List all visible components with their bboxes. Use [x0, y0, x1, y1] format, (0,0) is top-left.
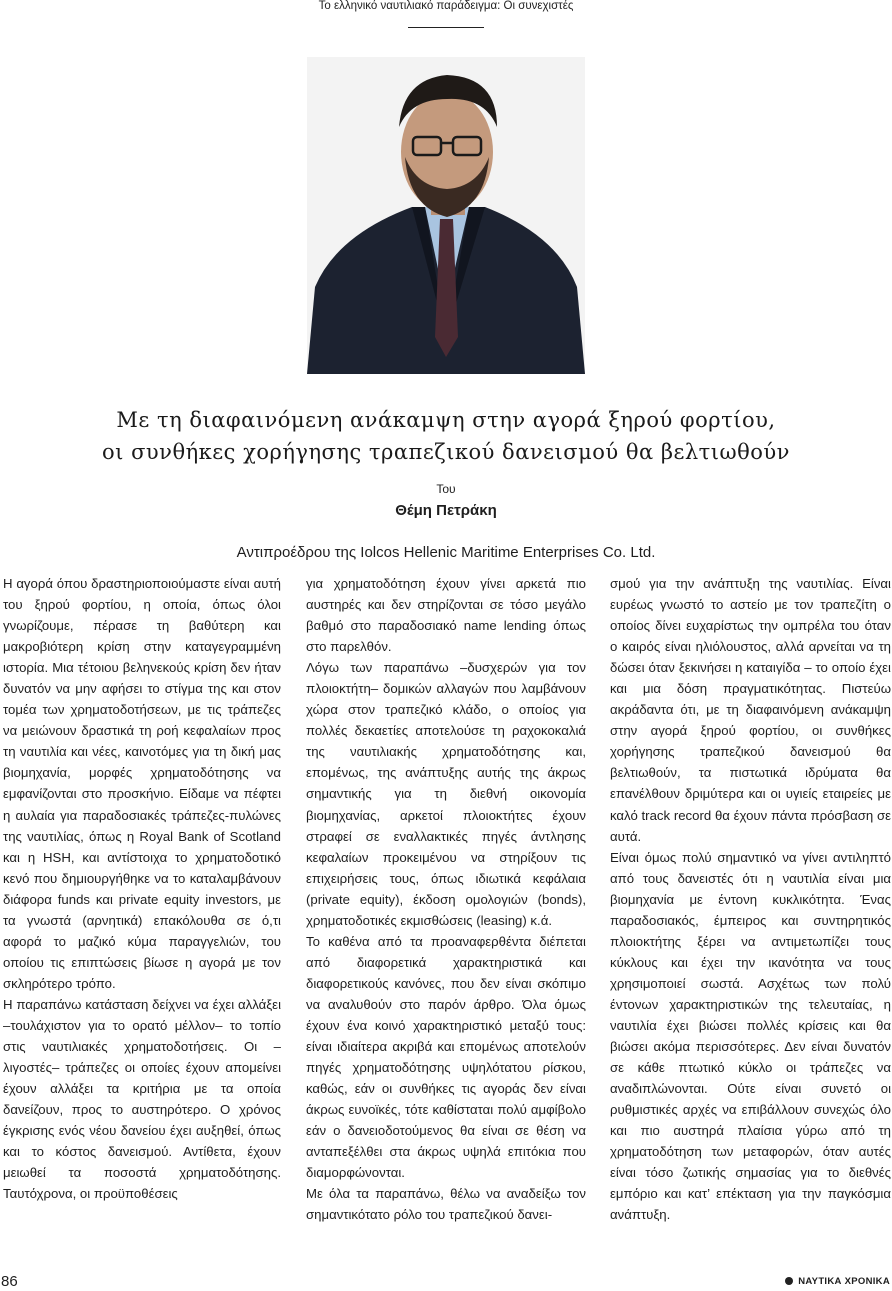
author-role: Αντιπροέδρου της Iolcos Hellenic Maritime Enterprises Co. Ltd.: [236, 544, 656, 561]
running-header: Το ελληνικό ναυτιλιακό παράδειγμα: Οι συνεχιστές: [318, 0, 574, 12]
article-title-line2: οι συνθήκες χορήγησης τραπεζικού δανεισμού θα βελτιωθούν: [102, 440, 790, 464]
paragraph: Με όλα τα παραπάνω, θέλω να αναδείξω τον σημαντικότατο ρόλο του τραπεζικού δανει-: [306, 1186, 586, 1223]
paragraph: Η παραπάνω κατάσταση δείχνει να έχει αλλάξει –τουλάχιστον για το ορατό μέλλον– το τοπίο στις ναυτιλιακές χρηματοδοτήσεις. Οι –λιγοστές– τράπεζες οι οποίες έχουν απομείνει έχουν αλλάξει τα κριτήρια με τα οποία δανείζουν, προς το αυστηρότερο. Ο χρόνος έγκρισης ενός νέου δανείου έχει αυξηθεί, όπως και το κόστος δανεισμού. Αντίθετα, έχουν μειωθεί τα ποσοστά χρηματοδότησης. Ταυτόχρονα, οι προϋποθέσεις: [3, 996, 281, 1202]
publication-brand: [785, 1276, 890, 1287]
header-rule: [408, 27, 484, 28]
paragraph: Η αγορά όπου δραστηριοποιούμαστε είναι αυτή του ξηρού φορτίου, η οποία, όπως όλοι γνωρίζουμε, πέρασε τη βαθύτερη και μακροβιότερη κρίση στην καταγεγραμμένη ιστορία. Μια τέτοιου βεληνεκούς κρίση δεν ήταν δυνατόν να μην αφήσει το στίγμα της και στον τομέα των χρηματοδοτήσεων, με τις τράπεζες να μειώνουν δραστικά τη ροή κεφαλαίων προς τη ναυτιλία και νέες, καινοτόμες για τη δική μας βιομηχανία, μορφές χρηματοδότησης να εμφανίζονται στο προσκήνιο. Είδαμε να πέφτει η αυλαία για παραδοσιακές τράπεζες-πυλώνες της ναυτιλίας, όπως η Royal Bank of Scotland και η HSH, και αντίστοιχα το χρηματοδοτικό κενό που δημιουργήθηκε να το καταλαμβάνουν διάφορα funds και private equity investors, με τα γνωστά (αρνητικά) επακόλουθα σε ό,τι αφορά το μαζικό κύμα παραγγελιών, του οποίου τις επιπτώσεις βίωσε η αγορά με τον σκληρότερο τρόπο.: [3, 576, 281, 991]
paragraph: Το καθένα από τα προαναφερθέντα διέπεται από διαφορετικά χαρακτηριστικά και διαφορετικούς κανόνες, που δεν είναι σκόπιμο να αναλυθούν στο παρόν άρθρο. Όλα όμως έχουν ένα κοινό χαρακτηριστικό μεταξύ τους: είναι ιδιαίτερα ακριβά και επομένως αποτελούν πηγές χρηματοδότησης υψηλότατου ρίσκου, καθώς, εάν οι συνθήκες τις αγοράς δεν είναι άκρως ευνοϊκές, τότε καθίσταται πολύ αμφίβολο εάν ο δανειοδοτούμενος θα είναι σε θέση να ανταπεξέλθει στα άκρως υψηλά επιτόκια που διαμορφώνονται.: [306, 933, 586, 1181]
publication-name: ΝΑΥΤΙΚΑ ΧΡΟΝΙΚΑ: [798, 1276, 890, 1287]
paragraph: Είναι όμως πολύ σημαντικό να γίνει αντιληπτό από τους δανειστές ότι η ναυτιλία είναι μια βιομηχανία με έντονη κυκλικότητα. Ένας παραδοσιακός, έμπειρος και συντηρητικός πλοιοκτήτης ξέρει να αντιμετωπίζει τους κύκλους και έχει την ικανότητα να τους χρησιμοποιεί σωστά. Ασχέτως των πολύ έντονων χαρακτηριστικών της τελευταίας, η ναυτιλία έχει βιώσει πολλές κρίσεις και θα βιώσει ακόμα περισσότερες. Δεν είναι δυνατόν σε κάθε πτωτικό κύκλο οι τράπεζες να αναδιπλώνονται. Ούτε είναι συνετό οι ρυθμιστικές αρχές να επιβάλλουν συνεχώς όλο και πιο αυστηρά πλαίσια γύρω από τη χρηματοδότηση των μεταφορών, όταν αυτές είναι τόσο ζωτικής σημασίας για το διεθνές εμπόριο και κατ’ επέκταση για την παγκόσμια ανάπτυξη.: [610, 849, 891, 1223]
column-3: [610, 573, 891, 1225]
page-number: 86: [1, 1273, 18, 1290]
brand-logo-icon: [785, 1277, 793, 1285]
paragraph: Λόγω των παραπάνω –δυσχερών για τον πλοιοκτήτη– δομικών αλλαγών που λαμβάνουν χώρα στον τραπεζικό κλάδο, ο οποίος για πολλές δεκαετίες αποτελούσε τη ραχοκοκαλιά της ναυτιλιακής χρηματοδότησης και, επομένως, της ανάπτυξης αυτής της άκρως σημαντικής για τη διεθνή οικονομία βιομηχανίας, αρκετοί πλοιοκτήτες έχουν στραφεί σε εναλλακτικές πηγές άντλησης κεφαλαίων προκειμένου να στηρίξουν τις επιχειρήσεις τους, όπως ιδιωτικά κεφάλαια (private equity), έκδοση ομολογιών (bonds), χρηματοδοτικές εκμισθώσεις (leasing) κ.ά.: [306, 660, 586, 928]
byline-prefix: Του: [436, 482, 456, 496]
column-1: [3, 573, 281, 1204]
column-2: [306, 573, 586, 1225]
author-name: Θέμη Πετράκη: [395, 502, 497, 519]
article-title-line1: Με τη διαφαινόμενη ανάκαμψη στην αγορά ξηρού φορτίου,: [116, 408, 776, 432]
article-title: [0, 404, 892, 468]
portrait-illustration: [307, 57, 585, 374]
paragraph: για χρηματοδότηση έχουν γίνει αρκετά πιο αυστηρές και δεν στηρίζονται σε τόσο μεγάλο βαθμό στο παραδοσιακό name lending όπως στο παρελθόν.: [306, 576, 586, 655]
author-portrait: [307, 57, 585, 374]
paragraph: σμού για την ανάπτυξη της ναυτιλίας. Είναι ευρέως γνωστό το αστείο με τον τραπεζίτη ο οποίος δίνει ευχαρίστως την ομπρέλα του όταν ο καιρός είναι ηλιόλουστος, αλλά αρνείται να τη δώσει όταν ξεκινήσει η καταιγίδα – το οποίο έχει και μια δόση πραγματικότητας. Πιστεύω ακράδαντα ότι, με τη διαφαινόμενη ανάκαμψη στην αγορά ξηρού φορτίου, οι συνθήκες χορήγησης τραπεζικού δανεισμού θα βελτιωθούν, τα πιστωτικά ιδρύματα θα επανέλθουν δριμύτερα και οι υγιείς εταιρείες με καλό track record θα έχουν πάντα πρόσβαση σε αυτά.: [610, 576, 891, 844]
